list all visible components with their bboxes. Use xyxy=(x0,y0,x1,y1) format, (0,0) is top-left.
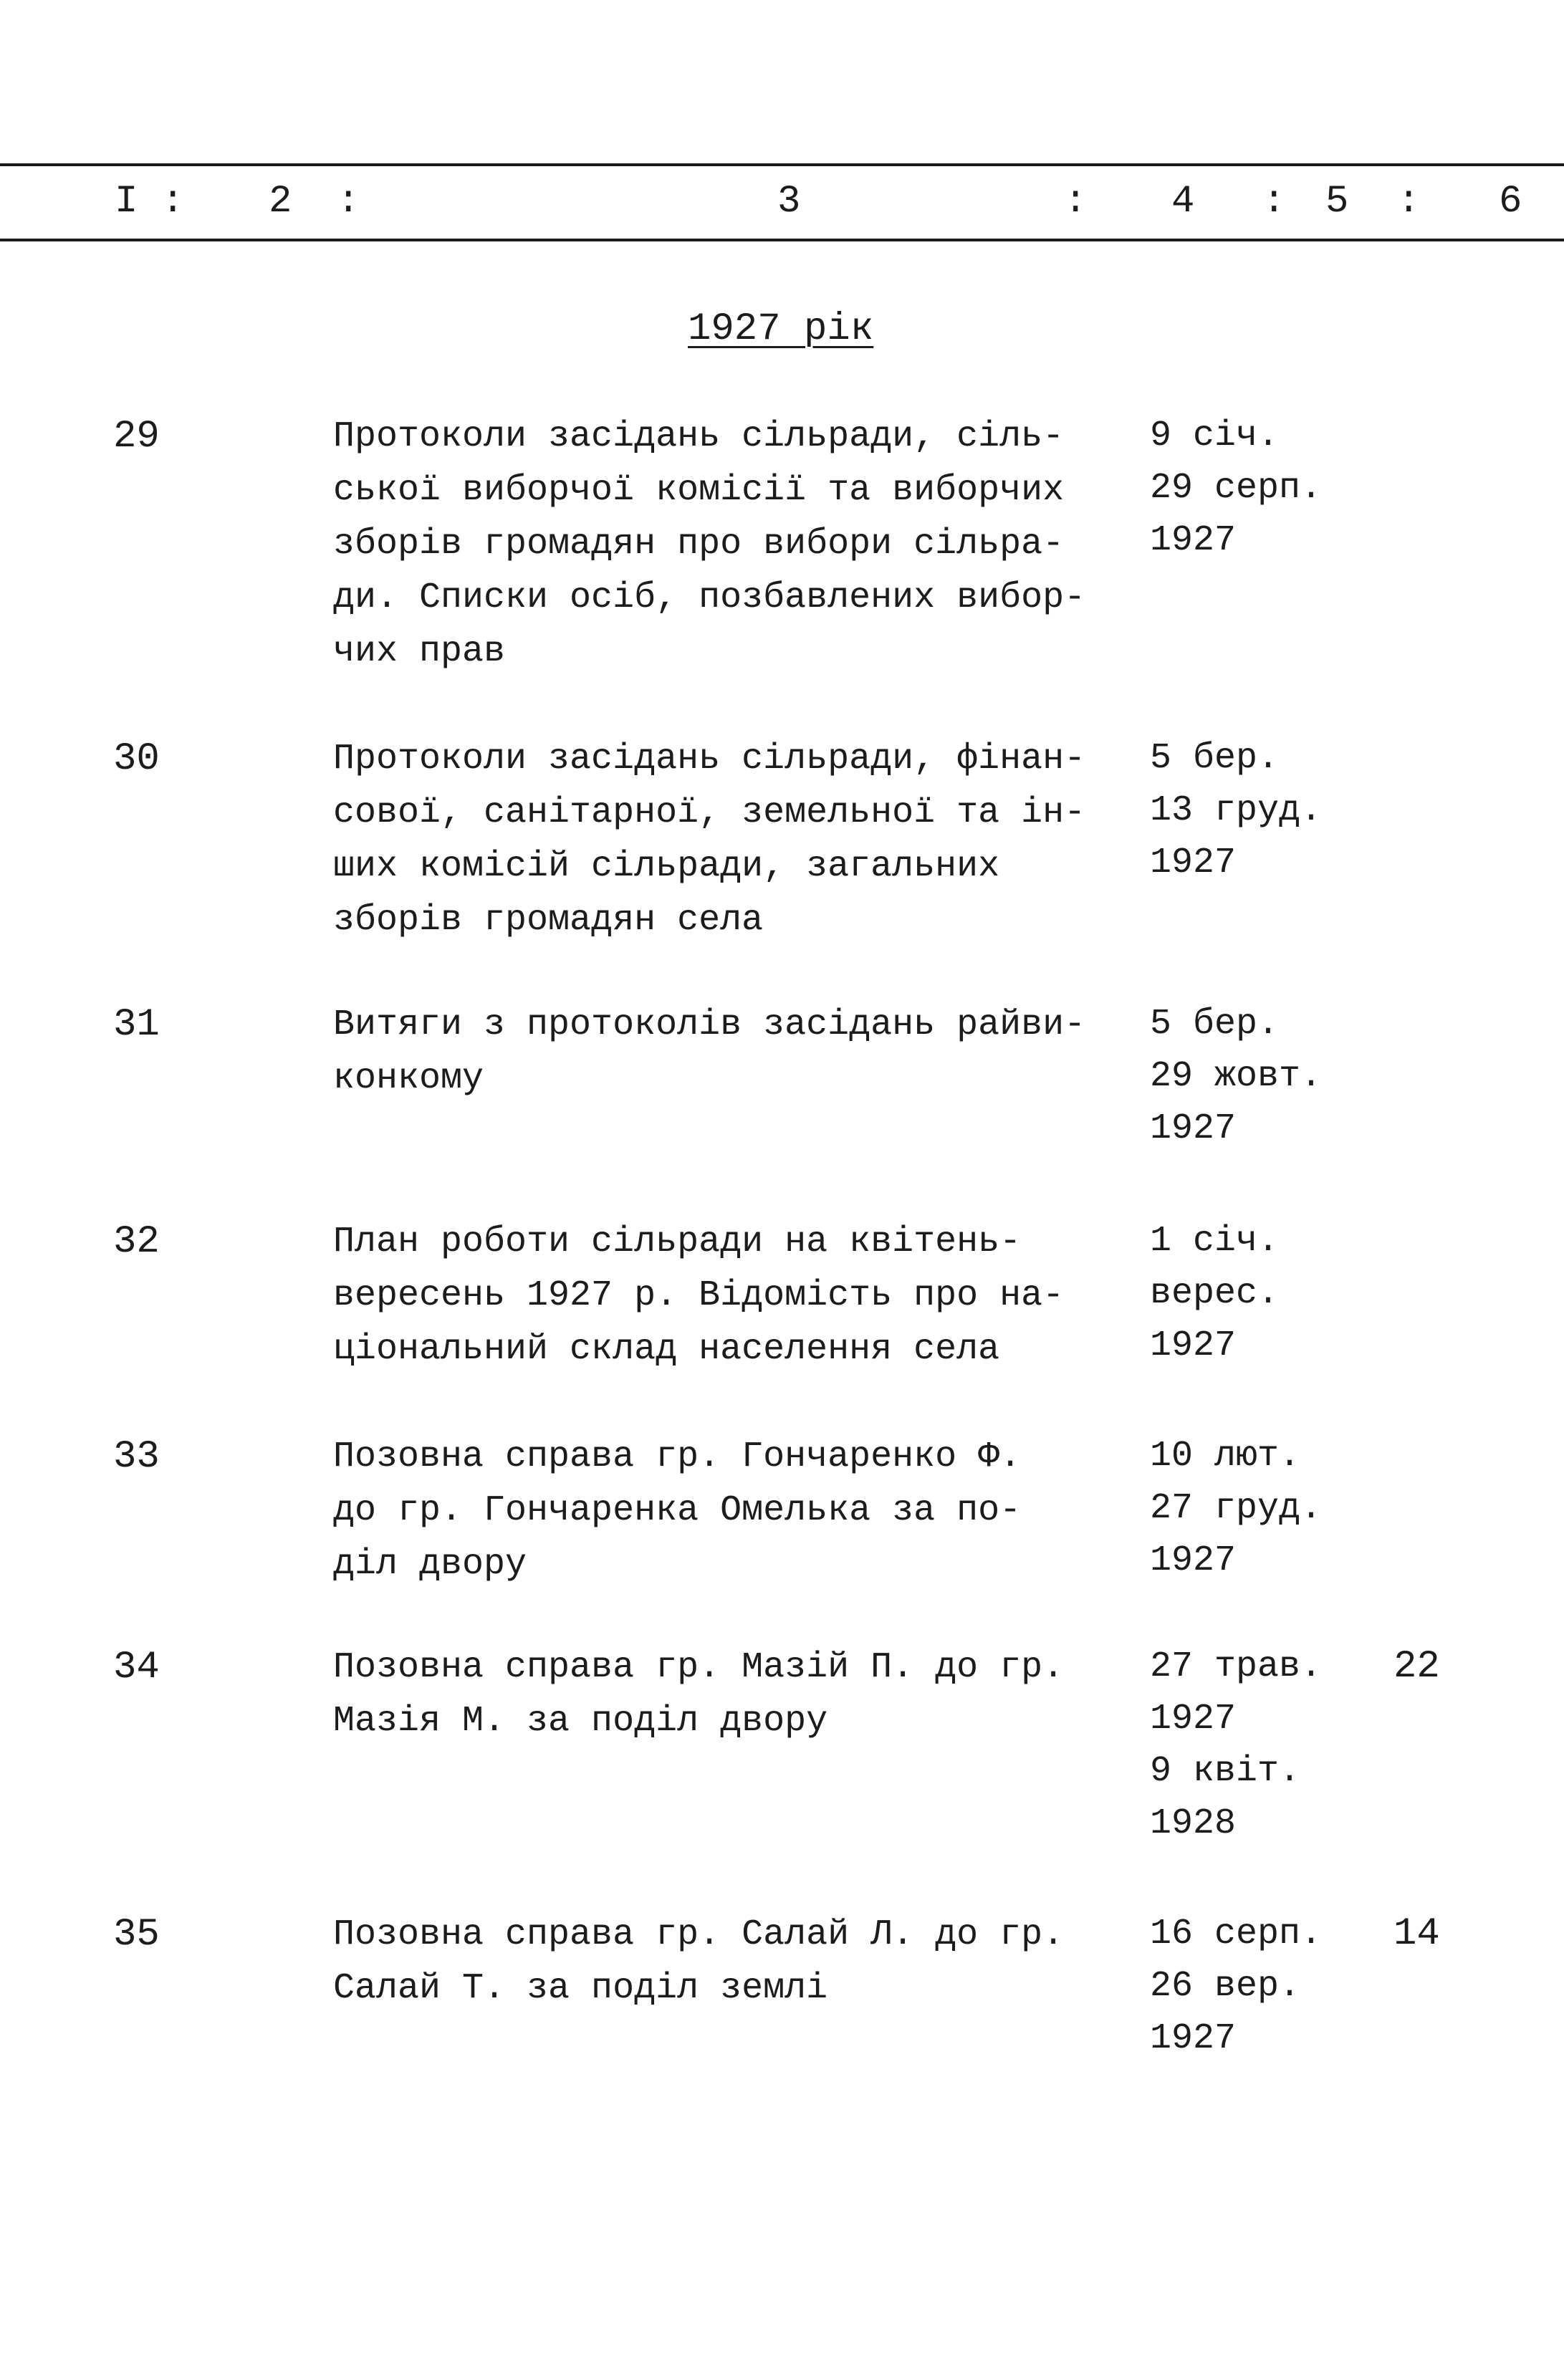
entry-number: 31 xyxy=(113,1003,160,1047)
date-line: 9 квіт. xyxy=(1150,1751,1301,1792)
title-line: Протоколи засідань сільради, фінан- xyxy=(333,739,1086,779)
entry-number: 33 xyxy=(113,1435,160,1479)
date-line: 1927 xyxy=(1150,2018,1237,2059)
column-header-1: I xyxy=(115,180,138,224)
date-line: 1927 xyxy=(1150,1699,1237,1740)
entry-title xyxy=(333,732,1136,947)
title-line: зборів громадян села xyxy=(333,900,764,941)
entry-number: 35 xyxy=(113,1913,160,1957)
date-line: 26 вер. xyxy=(1150,1966,1301,2007)
entry-title xyxy=(333,1430,1136,1591)
date-line: 29 жовт. xyxy=(1150,1056,1323,1097)
entry-dates xyxy=(1150,1430,1322,1587)
date-line: верес. xyxy=(1150,1273,1280,1314)
column-header-3: 3 xyxy=(777,180,801,224)
column-separator: : xyxy=(1262,180,1286,224)
entry-title xyxy=(333,1908,1136,2015)
entry-dates xyxy=(1150,410,1322,567)
column-separator: : xyxy=(161,180,185,224)
title-line: Позовна справа гр. Салай Л. до гр. xyxy=(333,1914,1065,1955)
entry-sheet-count: 14 xyxy=(1393,1912,1440,1956)
date-line: 9 січ. xyxy=(1150,416,1280,456)
title-line: ціональний склад населення села xyxy=(333,1329,1000,1370)
entry-dates xyxy=(1150,1908,1322,2065)
entry-title xyxy=(333,1641,1136,1748)
entry-dates xyxy=(1150,1641,1322,1850)
title-line: Протоколи засідань сільради, сіль- xyxy=(333,416,1065,457)
date-line: 1928 xyxy=(1150,1803,1237,1844)
column-separator: : xyxy=(1064,180,1088,224)
column-header-6: 6 xyxy=(1499,180,1522,224)
title-line: Мазія М. за поділ двору xyxy=(333,1701,828,1742)
entry-dates xyxy=(1150,732,1322,889)
title-line: ської виборчої комісії та виборчих xyxy=(333,470,1065,511)
section-year-title: 1927 рік xyxy=(688,307,874,351)
date-line: 13 груд. xyxy=(1150,790,1323,831)
column-header-4: 4 xyxy=(1171,180,1195,224)
entry-number: 34 xyxy=(113,1646,160,1689)
title-line: сової, санітарної, земельної та ін- xyxy=(333,792,1086,833)
entry-number: 32 xyxy=(113,1220,160,1264)
title-line: Салай Т. за поділ землі xyxy=(333,1968,828,2009)
header-top-rule xyxy=(0,163,1564,166)
column-header-5: 5 xyxy=(1325,180,1349,224)
column-separator: : xyxy=(337,180,360,224)
title-line: ших комісій сільради, загальних xyxy=(333,846,1000,887)
title-line: конкому xyxy=(333,1058,484,1099)
header-bottom-rule xyxy=(0,239,1564,241)
entry-dates xyxy=(1150,1215,1279,1372)
title-line: діл двору xyxy=(333,1544,527,1585)
entry-dates xyxy=(1150,998,1322,1155)
date-line: 29 серп. xyxy=(1150,468,1323,509)
date-line: 5 бер. xyxy=(1150,1004,1280,1045)
column-separator: : xyxy=(1397,180,1421,224)
title-line: Позовна справа гр. Гончаренко Ф. xyxy=(333,1436,1022,1477)
entry-title xyxy=(333,1215,1136,1376)
title-line: Позовна справа гр. Мазій П. до гр. xyxy=(333,1647,1065,1688)
date-line: 27 груд. xyxy=(1150,1488,1323,1529)
title-line: вересень 1927 р. Відомість про на- xyxy=(333,1275,1065,1316)
title-line: до гр. Гончаренка Омелька за по- xyxy=(333,1490,1022,1531)
date-line: 1927 xyxy=(1150,1540,1237,1581)
date-line: 16 серп. xyxy=(1150,1914,1323,1954)
date-line: 5 бер. xyxy=(1150,738,1280,779)
title-line: ди. Списки осіб, позбавлених вибор- xyxy=(333,577,1086,618)
date-line: 1927 xyxy=(1150,843,1237,883)
date-line: 1927 xyxy=(1150,1108,1237,1149)
title-line: Витяги з протоколів засідань райви- xyxy=(333,1004,1086,1045)
column-header-2: 2 xyxy=(269,180,292,224)
entry-sheet-count: 22 xyxy=(1393,1645,1440,1689)
entry-number: 30 xyxy=(113,737,160,781)
date-line: 27 трав. xyxy=(1150,1646,1323,1687)
date-line: 1927 xyxy=(1150,1325,1237,1366)
title-line: зборів громадян про вибори сільра- xyxy=(333,524,1065,565)
date-line: 10 лют. xyxy=(1150,1436,1301,1477)
title-line: чих прав xyxy=(333,631,506,672)
date-line: 1927 xyxy=(1150,520,1237,561)
date-line: 1 січ. xyxy=(1150,1221,1280,1262)
entry-title xyxy=(333,410,1136,678)
entry-title xyxy=(333,998,1136,1105)
entry-number: 29 xyxy=(113,415,160,459)
title-line: План роботи сільради на квітень- xyxy=(333,1222,1022,1262)
